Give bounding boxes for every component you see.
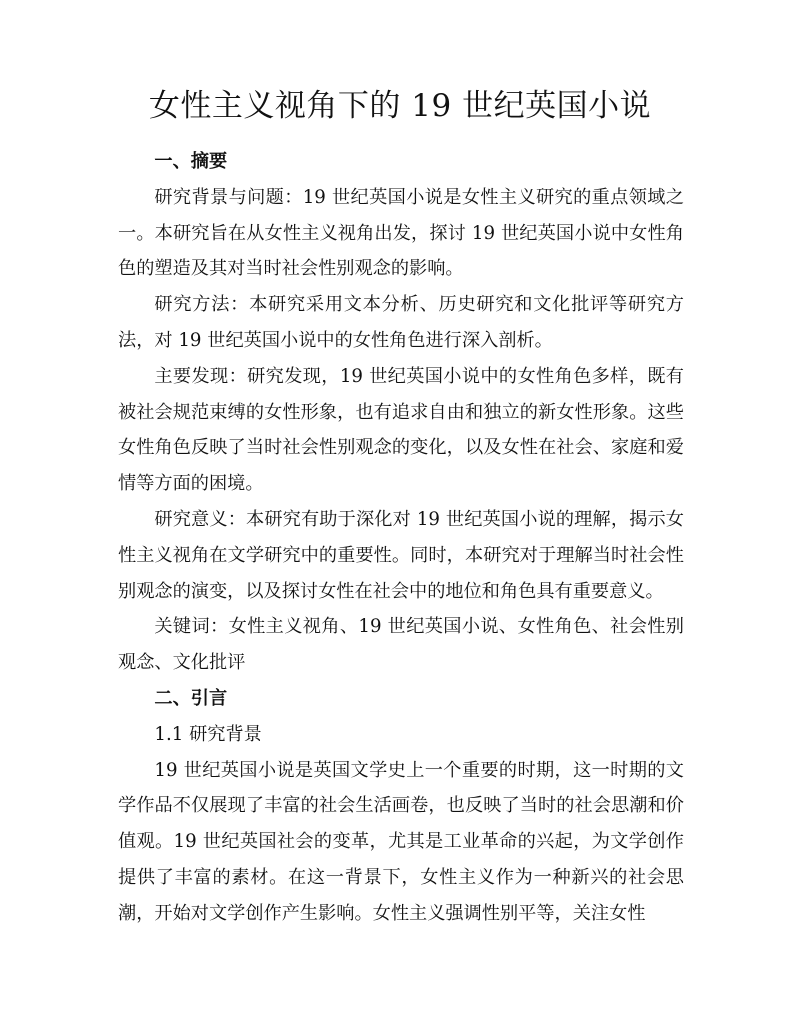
abstract-significance-paragraph: 研究意义：本研究有助于深化对 19 世纪英国小说的理解，揭示女性主义视角在文学研究中的重要性。同时，本研究对于理解当时社会性别观念的演变，以及探讨女性在社会中的地位和角色具有重要意义。 (118, 508, 684, 602)
document-title: 女性主义视角下的 19 世纪英国小说 (148, 88, 652, 124)
abstract-findings-paragraph: 主要发现：研究发现，19 世纪英国小说中的女性角色多样，既有被社会规范束缚的女性形象，也有追求自由和独立的新女性形象。这些女性角色反映了当时社会性别观念的变化，以及女性在社会、家庭和爱情等方面的困境。 (118, 365, 684, 495)
introduction-paragraph: 19 世纪英国小说是英国文学史上一个重要的时期，这一时期的文学作品不仅展现了丰富的社会生活画卷，也反映了当时的社会思潮和价值观。19 世纪英国社会的变革，尤其是工业革命的兴起，为文学创作提供了丰富的素材。在这一背景下，女性主义作为一种新兴的社会思潮，开始对文学创作产生影响。女性主义强调性别平等，关注女性 (118, 759, 684, 924)
section-heading-introduction: 二、引言 (154, 687, 228, 709)
document-body (118, 144, 684, 932)
keywords-paragraph: 关键词：女性主义视角、19 世纪英国小说、女性角色、社会性别观念、文化批评 (118, 616, 684, 674)
section-heading-abstract: 一、摘要 (154, 151, 228, 172)
subsection-heading-background: 1.1 研究背景 (154, 723, 262, 745)
abstract-method-paragraph: 研究方法：本研究采用文本分析、历史研究和文化批评等研究方法，对 19 世纪英国小说中的女性角色进行深入剖析。 (118, 294, 684, 351)
abstract-background-paragraph: 研究背景与问题：19 世纪英国小说是女性主义研究的重点领域之一。本研究旨在从女性主义视角出发，探讨 19 世纪英国小说中女性角色的塑造及其对当时社会性别观念的影响。 (118, 186, 684, 280)
